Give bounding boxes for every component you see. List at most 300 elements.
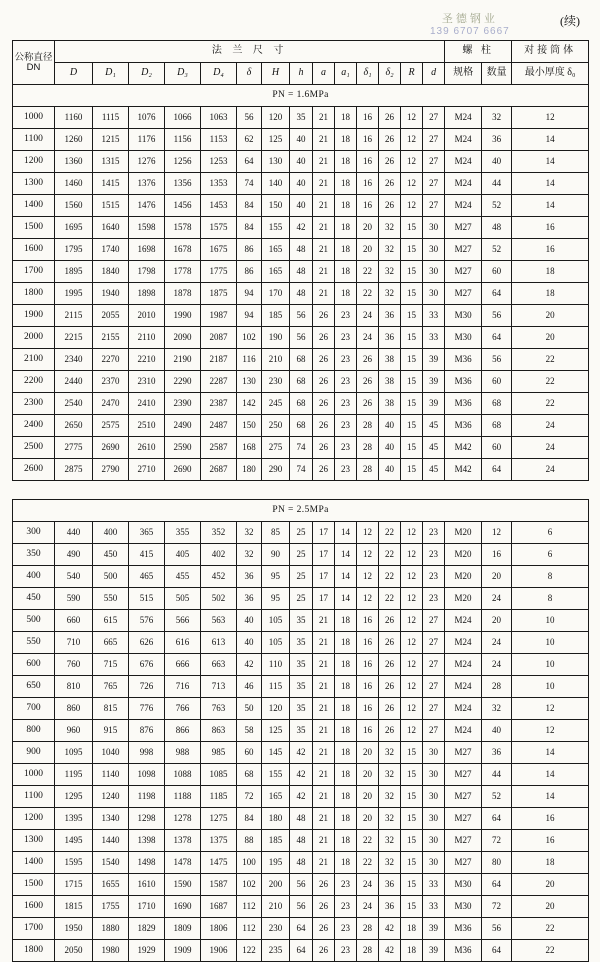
table-row — [13, 437, 589, 459]
table-cell: 27 — [423, 698, 445, 720]
table-cell: 32 — [379, 283, 401, 305]
table-row — [13, 173, 589, 195]
table-cell: 1478 — [165, 852, 201, 874]
table-cell: 18 — [401, 940, 423, 962]
table-cell: 1360 — [55, 151, 93, 173]
table-row — [13, 588, 589, 610]
table-cell: 24 — [512, 437, 589, 459]
table-cell: 120 — [262, 698, 290, 720]
table-cell: 2575 — [93, 415, 129, 437]
header-spec: 规格 — [445, 63, 482, 85]
table-cell: 35 — [290, 676, 313, 698]
table-cell: 72 — [237, 786, 262, 808]
header-a1: a₁ — [335, 63, 357, 85]
table-cell: 27 — [423, 195, 445, 217]
table-cell: 68 — [237, 764, 262, 786]
table-cell: 20 — [357, 217, 379, 239]
table-cell: M27 — [445, 764, 482, 786]
table-cell: 18 — [335, 239, 357, 261]
table-cell: 2055 — [93, 305, 129, 327]
table-cell: 1515 — [93, 195, 129, 217]
cell-dn: 1900 — [13, 305, 55, 327]
table-cell: 64 — [482, 940, 512, 962]
table-cell: 28 — [357, 940, 379, 962]
table-header-row-1 — [13, 41, 589, 63]
table-cell: M27 — [445, 742, 482, 764]
table-cell: 35 — [290, 632, 313, 654]
table-cell: 1415 — [93, 173, 129, 195]
table-cell: 17 — [313, 588, 335, 610]
table-cell: 1456 — [165, 195, 201, 217]
table-cell: 676 — [129, 654, 165, 676]
table-cell: 24 — [357, 327, 379, 349]
table-cell: 33 — [423, 874, 445, 896]
table-cell: 35 — [290, 654, 313, 676]
cell-dn: 1800 — [13, 940, 55, 962]
table-cell: 8 — [512, 566, 589, 588]
cell-dn: 1000 — [13, 764, 55, 786]
table-cell: 40 — [482, 151, 512, 173]
table-cell: 21 — [313, 283, 335, 305]
table-body-section-2 — [13, 500, 589, 962]
table-cell: 2387 — [201, 393, 237, 415]
table-cell: 84 — [237, 195, 262, 217]
table-cell: 2115 — [55, 305, 93, 327]
table-cell: 15 — [401, 896, 423, 918]
table-row — [13, 764, 589, 786]
table-cell: 1040 — [93, 742, 129, 764]
table-cell: 26 — [379, 610, 401, 632]
table-cell: 1440 — [93, 830, 129, 852]
table-cell: 1356 — [165, 173, 201, 195]
table-cell: 32 — [379, 852, 401, 874]
table-cell: 1610 — [129, 874, 165, 896]
table-cell: M27 — [445, 283, 482, 305]
table-cell: 21 — [313, 654, 335, 676]
table-cell: 14 — [512, 786, 589, 808]
table-cell: 64 — [237, 151, 262, 173]
table-cell: 26 — [379, 676, 401, 698]
table-cell: 35 — [290, 107, 313, 129]
table-row — [13, 459, 589, 481]
table-cell: 1215 — [93, 129, 129, 151]
table-cell: 48 — [290, 283, 313, 305]
table-cell: 1906 — [201, 940, 237, 962]
table-cell: 60 — [482, 437, 512, 459]
table-cell: 68 — [290, 349, 313, 371]
table-cell: 21 — [313, 852, 335, 874]
table-cell: 21 — [313, 830, 335, 852]
table-cell: 2875 — [55, 459, 93, 481]
table-cell: 1875 — [201, 283, 237, 305]
table-cell: 39 — [423, 918, 445, 940]
table-cell: 27 — [423, 129, 445, 151]
table-cell: 1695 — [55, 217, 93, 239]
cell-dn: 450 — [13, 588, 55, 610]
table-cell: 22 — [357, 261, 379, 283]
table-cell: 116 — [237, 349, 262, 371]
table-cell: 452 — [201, 566, 237, 588]
table-cell: 1587 — [201, 874, 237, 896]
table-cell: 195 — [262, 852, 290, 874]
table-cell: 626 — [129, 632, 165, 654]
table-cell: 21 — [313, 151, 335, 173]
table-row — [13, 742, 589, 764]
table-cell: 45 — [423, 437, 445, 459]
table-cell: 1815 — [55, 896, 93, 918]
table-cell: 1578 — [165, 217, 201, 239]
table-cell: 28 — [357, 415, 379, 437]
table-cell: M27 — [445, 830, 482, 852]
table-cell: 12 — [401, 151, 423, 173]
table-cell: 1687 — [201, 896, 237, 918]
table-cell: 180 — [237, 459, 262, 481]
table-cell: 1095 — [55, 742, 93, 764]
table-cell: 2650 — [55, 415, 93, 437]
table-cell: 30 — [423, 830, 445, 852]
table-cell: 64 — [290, 918, 313, 940]
section-title: PN = 2.5MPa — [13, 500, 589, 522]
table-cell: 26 — [313, 874, 335, 896]
table-row — [13, 544, 589, 566]
table-cell: 30 — [423, 283, 445, 305]
table-cell: 1987 — [201, 305, 237, 327]
table-cell: 576 — [129, 610, 165, 632]
table-cell: 2610 — [129, 437, 165, 459]
table-cell: 22 — [379, 522, 401, 544]
table-cell: 30 — [423, 786, 445, 808]
table-cell: 12 — [512, 107, 589, 129]
table-cell: M27 — [445, 786, 482, 808]
table-cell: 16 — [512, 808, 589, 830]
table-cell: 64 — [482, 808, 512, 830]
table-cell: 64 — [482, 327, 512, 349]
header-group-flange: 法 兰 尺 寸 — [55, 41, 445, 63]
table-cell: 64 — [482, 874, 512, 896]
table-cell: 88 — [237, 830, 262, 852]
table-cell: 26 — [379, 632, 401, 654]
table-cell: 15 — [401, 239, 423, 261]
table-cell: 726 — [129, 676, 165, 698]
table-cell: 16 — [512, 239, 589, 261]
table-row — [13, 786, 589, 808]
table-cell: 100 — [237, 852, 262, 874]
cell-dn: 900 — [13, 742, 55, 764]
table-cell: 1698 — [129, 239, 165, 261]
table-cell: 39 — [423, 393, 445, 415]
table-cell: 28 — [357, 437, 379, 459]
table-cell: 502 — [201, 588, 237, 610]
cell-dn: 700 — [13, 698, 55, 720]
table-cell: 23 — [335, 393, 357, 415]
table-cell: 12 — [357, 544, 379, 566]
table-cell: 36 — [379, 305, 401, 327]
table-cell: 716 — [165, 676, 201, 698]
table-cell: 32 — [482, 698, 512, 720]
table-cell: 27 — [423, 632, 445, 654]
table-cell: 25 — [290, 544, 313, 566]
table-cell: 1063 — [201, 107, 237, 129]
table-cell: 26 — [313, 896, 335, 918]
table-cell: 1295 — [55, 786, 93, 808]
table-cell: 21 — [313, 173, 335, 195]
table-cell: 12 — [512, 698, 589, 720]
table-cell: 1256 — [165, 151, 201, 173]
table-cell: 24 — [482, 588, 512, 610]
table-cell: 32 — [237, 544, 262, 566]
table-cell: 20 — [512, 327, 589, 349]
table-cell: 22 — [512, 940, 589, 962]
table-cell: 10 — [512, 676, 589, 698]
table-cell: 56 — [290, 896, 313, 918]
table-cell: 26 — [379, 720, 401, 742]
table-cell: 21 — [313, 676, 335, 698]
table-cell: M30 — [445, 896, 482, 918]
table-cell: 24 — [357, 874, 379, 896]
table-cell: 21 — [313, 786, 335, 808]
table-row — [13, 393, 589, 415]
table-cell: 28 — [357, 918, 379, 940]
table-cell: 56 — [290, 874, 313, 896]
table-cell: 60 — [237, 742, 262, 764]
table-cell: 26 — [313, 327, 335, 349]
table-cell: 1980 — [93, 940, 129, 962]
table-cell: M42 — [445, 459, 482, 481]
table-cell: 12 — [357, 566, 379, 588]
table-cell: 290 — [262, 459, 290, 481]
table-cell: 450 — [93, 544, 129, 566]
table-cell: 68 — [482, 415, 512, 437]
table-cell: 24 — [512, 415, 589, 437]
table-cell: M24 — [445, 676, 482, 698]
table-cell: 355 — [165, 522, 201, 544]
cell-dn: 400 — [13, 566, 55, 588]
table-cell: 563 — [201, 610, 237, 632]
table-cell: 2187 — [201, 349, 237, 371]
table-row — [13, 239, 589, 261]
table-cell: 20 — [482, 566, 512, 588]
header-delta1: δ₁ — [357, 63, 379, 85]
table-header-row-2 — [13, 63, 589, 85]
table-cell: 112 — [237, 918, 262, 940]
table-cell: 1085 — [201, 764, 237, 786]
table-cell: 25 — [290, 522, 313, 544]
table-cell: 25 — [290, 588, 313, 610]
table-cell: 16 — [357, 654, 379, 676]
table-cell: 1376 — [129, 173, 165, 195]
table-cell: 16 — [357, 610, 379, 632]
table-cell: 1806 — [201, 918, 237, 940]
table-cell: 1240 — [93, 786, 129, 808]
table-cell: 24 — [512, 459, 589, 481]
table-cell: 60 — [482, 261, 512, 283]
table-cell: 23 — [423, 566, 445, 588]
table-cell: 2470 — [93, 393, 129, 415]
table-cell: 17 — [313, 566, 335, 588]
table-cell: 42 — [290, 742, 313, 764]
table-cell: 27 — [423, 720, 445, 742]
table-cell: 18 — [512, 283, 589, 305]
table-cell: 12 — [401, 195, 423, 217]
table-cell: 20 — [482, 610, 512, 632]
table-cell: 2410 — [129, 393, 165, 415]
table-cell: 23 — [335, 940, 357, 962]
table-cell: 455 — [165, 566, 201, 588]
table-cell: 27 — [423, 173, 445, 195]
table-row — [13, 896, 589, 918]
table-cell: 960 — [55, 720, 93, 742]
table-cell: 23 — [335, 918, 357, 940]
table-row — [13, 327, 589, 349]
table-cell: 540 — [55, 566, 93, 588]
table-cell: 2690 — [165, 459, 201, 481]
table-cell: 14 — [335, 566, 357, 588]
table-cell: 505 — [165, 588, 201, 610]
table-cell: 550 — [93, 588, 129, 610]
table-cell: 52 — [482, 786, 512, 808]
cell-dn: 1600 — [13, 239, 55, 261]
table-cell: 142 — [237, 393, 262, 415]
table-cell: 1278 — [165, 808, 201, 830]
table-cell: 15 — [401, 217, 423, 239]
table-cell: 12 — [512, 720, 589, 742]
table-cell: M20 — [445, 544, 482, 566]
cell-dn: 2500 — [13, 437, 55, 459]
table-cell: 94 — [237, 305, 262, 327]
table-cell: 2287 — [201, 371, 237, 393]
table-cell: 190 — [262, 327, 290, 349]
watermark — [430, 10, 510, 37]
table-cell: 10 — [512, 632, 589, 654]
table-cell: 14 — [512, 129, 589, 151]
table-cell: 35 — [290, 720, 313, 742]
cell-dn: 600 — [13, 654, 55, 676]
table-cell: 14 — [512, 173, 589, 195]
table-cell: 56 — [482, 918, 512, 940]
flange-dimensions-table-2 — [12, 499, 589, 962]
table-cell: 860 — [55, 698, 93, 720]
table-cell: 666 — [165, 654, 201, 676]
table-cell: 48 — [290, 239, 313, 261]
table-cell: M24 — [445, 632, 482, 654]
table-cell: 16 — [357, 676, 379, 698]
table-cell: 1840 — [93, 261, 129, 283]
table-cell: 165 — [262, 786, 290, 808]
table-row — [13, 151, 589, 173]
table-cell: M20 — [445, 522, 482, 544]
table-cell: 1140 — [93, 764, 129, 786]
table-cell: 2440 — [55, 371, 93, 393]
table-cell: 2010 — [129, 305, 165, 327]
table-cell: 50 — [237, 698, 262, 720]
table-cell: 2687 — [201, 459, 237, 481]
table-cell: 36 — [482, 129, 512, 151]
table-cell: 1395 — [55, 808, 93, 830]
table-cell: 35 — [290, 610, 313, 632]
table-cell: M30 — [445, 305, 482, 327]
table-cell: 26 — [379, 151, 401, 173]
table-cell: 20 — [512, 874, 589, 896]
table-cell: 415 — [129, 544, 165, 566]
table-cell: 28 — [482, 676, 512, 698]
table-cell: 18 — [335, 217, 357, 239]
table-row — [13, 808, 589, 830]
table-cell: 18 — [335, 808, 357, 830]
header-D1: D₁ — [93, 63, 129, 85]
table-cell: 12 — [401, 173, 423, 195]
table-cell: 405 — [165, 544, 201, 566]
table-cell: 15 — [401, 764, 423, 786]
table-cell: 12 — [401, 544, 423, 566]
table-cell: 185 — [262, 305, 290, 327]
table-cell: 1476 — [129, 195, 165, 217]
table-cell: 21 — [313, 195, 335, 217]
table-cell: 1895 — [55, 261, 93, 283]
table-cell: 2340 — [55, 349, 93, 371]
table-cell: 115 — [262, 676, 290, 698]
table-cell: 1176 — [129, 129, 165, 151]
table-cell: 18 — [335, 151, 357, 173]
cell-dn: 1100 — [13, 129, 55, 151]
table-cell: 23 — [335, 349, 357, 371]
table-cell: 8 — [512, 588, 589, 610]
watermark-company: 圣德钢业 — [441, 13, 498, 25]
table-cell: 26 — [313, 305, 335, 327]
table-cell: M20 — [445, 566, 482, 588]
flange-dimensions-table — [12, 40, 589, 481]
table-row — [13, 566, 589, 588]
table-cell: 1950 — [55, 918, 93, 940]
table-cell: 1260 — [55, 129, 93, 151]
table-cell: M27 — [445, 239, 482, 261]
table-cell: 14 — [512, 742, 589, 764]
table-cell: 26 — [379, 654, 401, 676]
table-cell: 12 — [401, 720, 423, 742]
table-cell: 21 — [313, 239, 335, 261]
watermark-phone: 139 6707 6667 — [430, 26, 510, 37]
table-cell: 32 — [379, 808, 401, 830]
table-cell: 125 — [262, 129, 290, 151]
table-row — [13, 874, 589, 896]
table-cell: 125 — [262, 720, 290, 742]
table-cell: 2210 — [129, 349, 165, 371]
table-cell: M36 — [445, 940, 482, 962]
table-cell: M24 — [445, 151, 482, 173]
header-group-bolt: 螺 柱 — [445, 41, 512, 63]
table-cell: 15 — [401, 437, 423, 459]
table-cell: 23 — [335, 437, 357, 459]
table-cell: M36 — [445, 918, 482, 940]
table-cell: 21 — [313, 632, 335, 654]
table-cell: 40 — [290, 151, 313, 173]
header-delta: δ — [237, 63, 262, 85]
cell-dn: 2200 — [13, 371, 55, 393]
cell-dn: 2100 — [13, 349, 55, 371]
table-cell: 40 — [237, 610, 262, 632]
table-cell: 45 — [423, 415, 445, 437]
table-cell: 998 — [129, 742, 165, 764]
table-cell: 38 — [379, 349, 401, 371]
cell-dn: 350 — [13, 544, 55, 566]
table-cell: 16 — [357, 151, 379, 173]
table-cell: M27 — [445, 217, 482, 239]
table-cell: 40 — [237, 632, 262, 654]
table-cell: 168 — [237, 437, 262, 459]
section-title: PN = 1.6MPa — [13, 85, 589, 107]
table-cell: 26 — [357, 393, 379, 415]
table-cell: 95 — [262, 566, 290, 588]
table-cell: 14 — [335, 544, 357, 566]
